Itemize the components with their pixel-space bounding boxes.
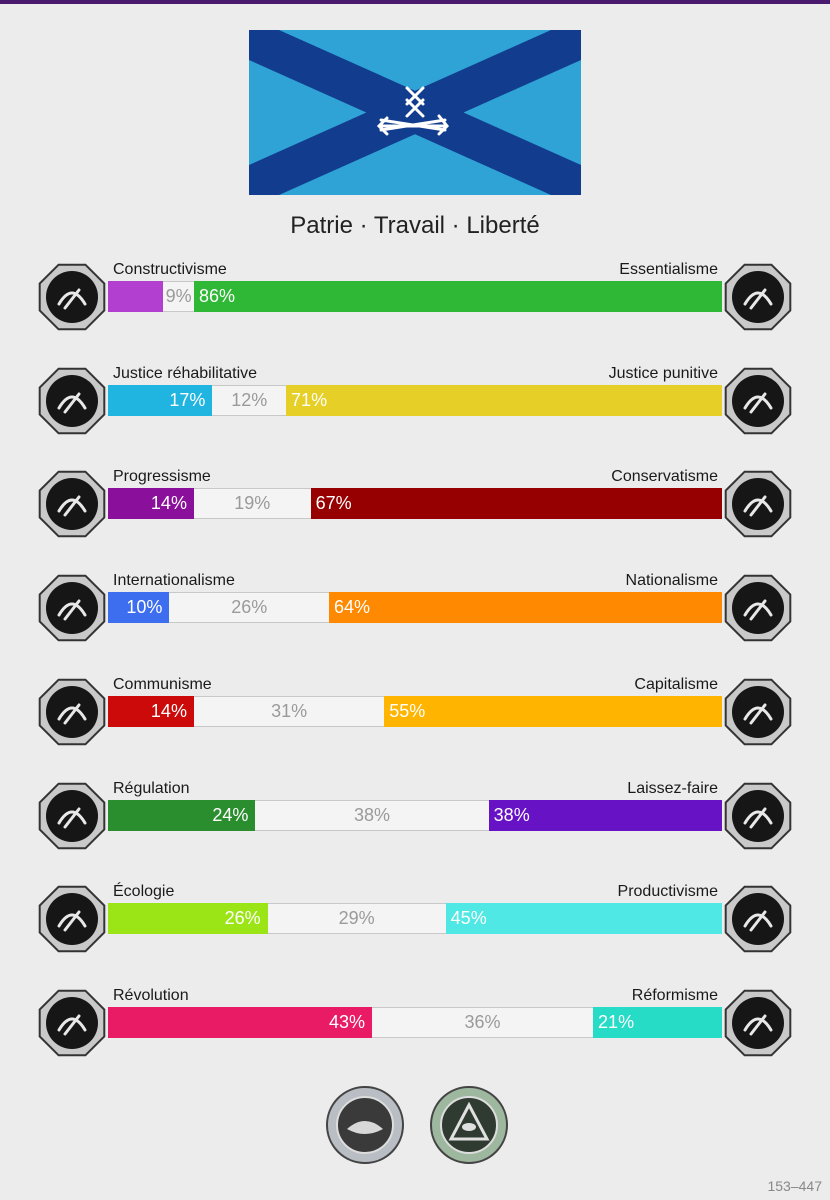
axis-right-label: Conservatisme [611,468,718,485]
bar-segment-left: 17% [108,385,212,416]
bar-segment-right: 71% [286,385,722,416]
bar-segment-neutral: 26% [169,592,329,623]
bar-segment-left [108,281,163,312]
axis-row-internationalism [0,571,830,651]
raised-fist-icon [35,986,109,1060]
seals-row [0,1085,830,1165]
bar-segment-neutral: 29% [268,903,446,934]
bar-segment-left: 24% [108,800,255,831]
gear-icon [721,882,795,956]
bar-segment-right: 64% [329,592,722,623]
prison-bars-icon [721,364,795,438]
axis-right-label: Réformisme [631,987,718,1004]
motto: Patrie · Travail · Liberté [290,212,540,239]
axis-left-label: Constructivisme [113,261,227,278]
bar-segment-neutral: 38% [255,800,488,831]
flag [249,30,581,195]
bar-segment-left: 43% [108,1007,372,1038]
axis-bar [108,488,722,519]
bar-segment-neutral: 9% [163,281,194,312]
axis-right-label: Justice punitive [608,365,718,382]
top-accent-bar [0,0,830,4]
axis-bar [108,281,722,312]
axis-bar [108,800,722,831]
axis-left-label: Internationalisme [113,572,235,589]
bar-segment-left: 26% [108,903,268,934]
flower-icon [721,260,795,334]
axis-row-revolution [0,986,830,1066]
axis-left-label: Communisme [113,676,212,693]
axis-left-label: Régulation [113,780,190,797]
bar-segment-right: 21% [593,1007,722,1038]
bar-segment-right: 45% [446,903,722,934]
axis-left-label: Écologie [113,883,175,900]
bar-segment-neutral: 36% [372,1007,593,1038]
money-bag-icon [721,675,795,749]
bar-segment-neutral: 19% [194,488,311,519]
axis-left-label: Révolution [113,987,189,1004]
axis-right-label: Capitalisme [634,676,718,693]
flag-icon [721,571,795,645]
axis-bar [108,1007,722,1038]
bar-segment-right: 55% [384,696,722,727]
axis-bar [108,592,722,623]
eye-icon [35,260,109,334]
axis-row-progress [0,467,830,547]
axis-row-constructivism [0,260,830,340]
axis-row-ecology [0,882,830,962]
ruler-icon [35,779,109,853]
axis-right-label: Nationalisme [625,572,718,589]
bar-segment-neutral: 12% [212,385,286,416]
axis-bar [108,696,722,727]
eye-pyramid-seal-icon [429,1085,509,1165]
sprout-icon [35,882,109,956]
axis-bar [108,385,722,416]
page-code: 153–447 [767,1178,822,1194]
axis-right-label: Productivisme [617,883,718,900]
quill-icon [721,467,795,541]
bar-segment-left: 14% [108,696,194,727]
axis-row-communism [0,675,830,755]
axis-row-justice [0,364,830,444]
hammer-sickle-icon [35,675,109,749]
axis-row-regulation [0,779,830,859]
axis-right-label: Laissez-faire [627,780,718,797]
bar-segment-right: 67% [311,488,722,519]
axis-right-label: Essentialisme [619,261,718,278]
handshake-icon [35,364,109,438]
bar-segment-neutral: 31% [194,696,384,727]
bar-segment-left: 10% [108,592,169,623]
axis-left-label: Progressisme [113,468,211,485]
globe-icon [35,571,109,645]
axis-left-label: Justice réhabilitative [113,365,258,382]
parliament-icon [721,986,795,1060]
bar-segment-left: 14% [108,488,194,519]
butterfly-icon [721,779,795,853]
bar-segment-right: 86% [194,281,722,312]
rocket-icon [35,467,109,541]
bar-segment-right: 38% [489,800,722,831]
axis-bar [108,903,722,934]
seal-icon [325,1085,405,1165]
